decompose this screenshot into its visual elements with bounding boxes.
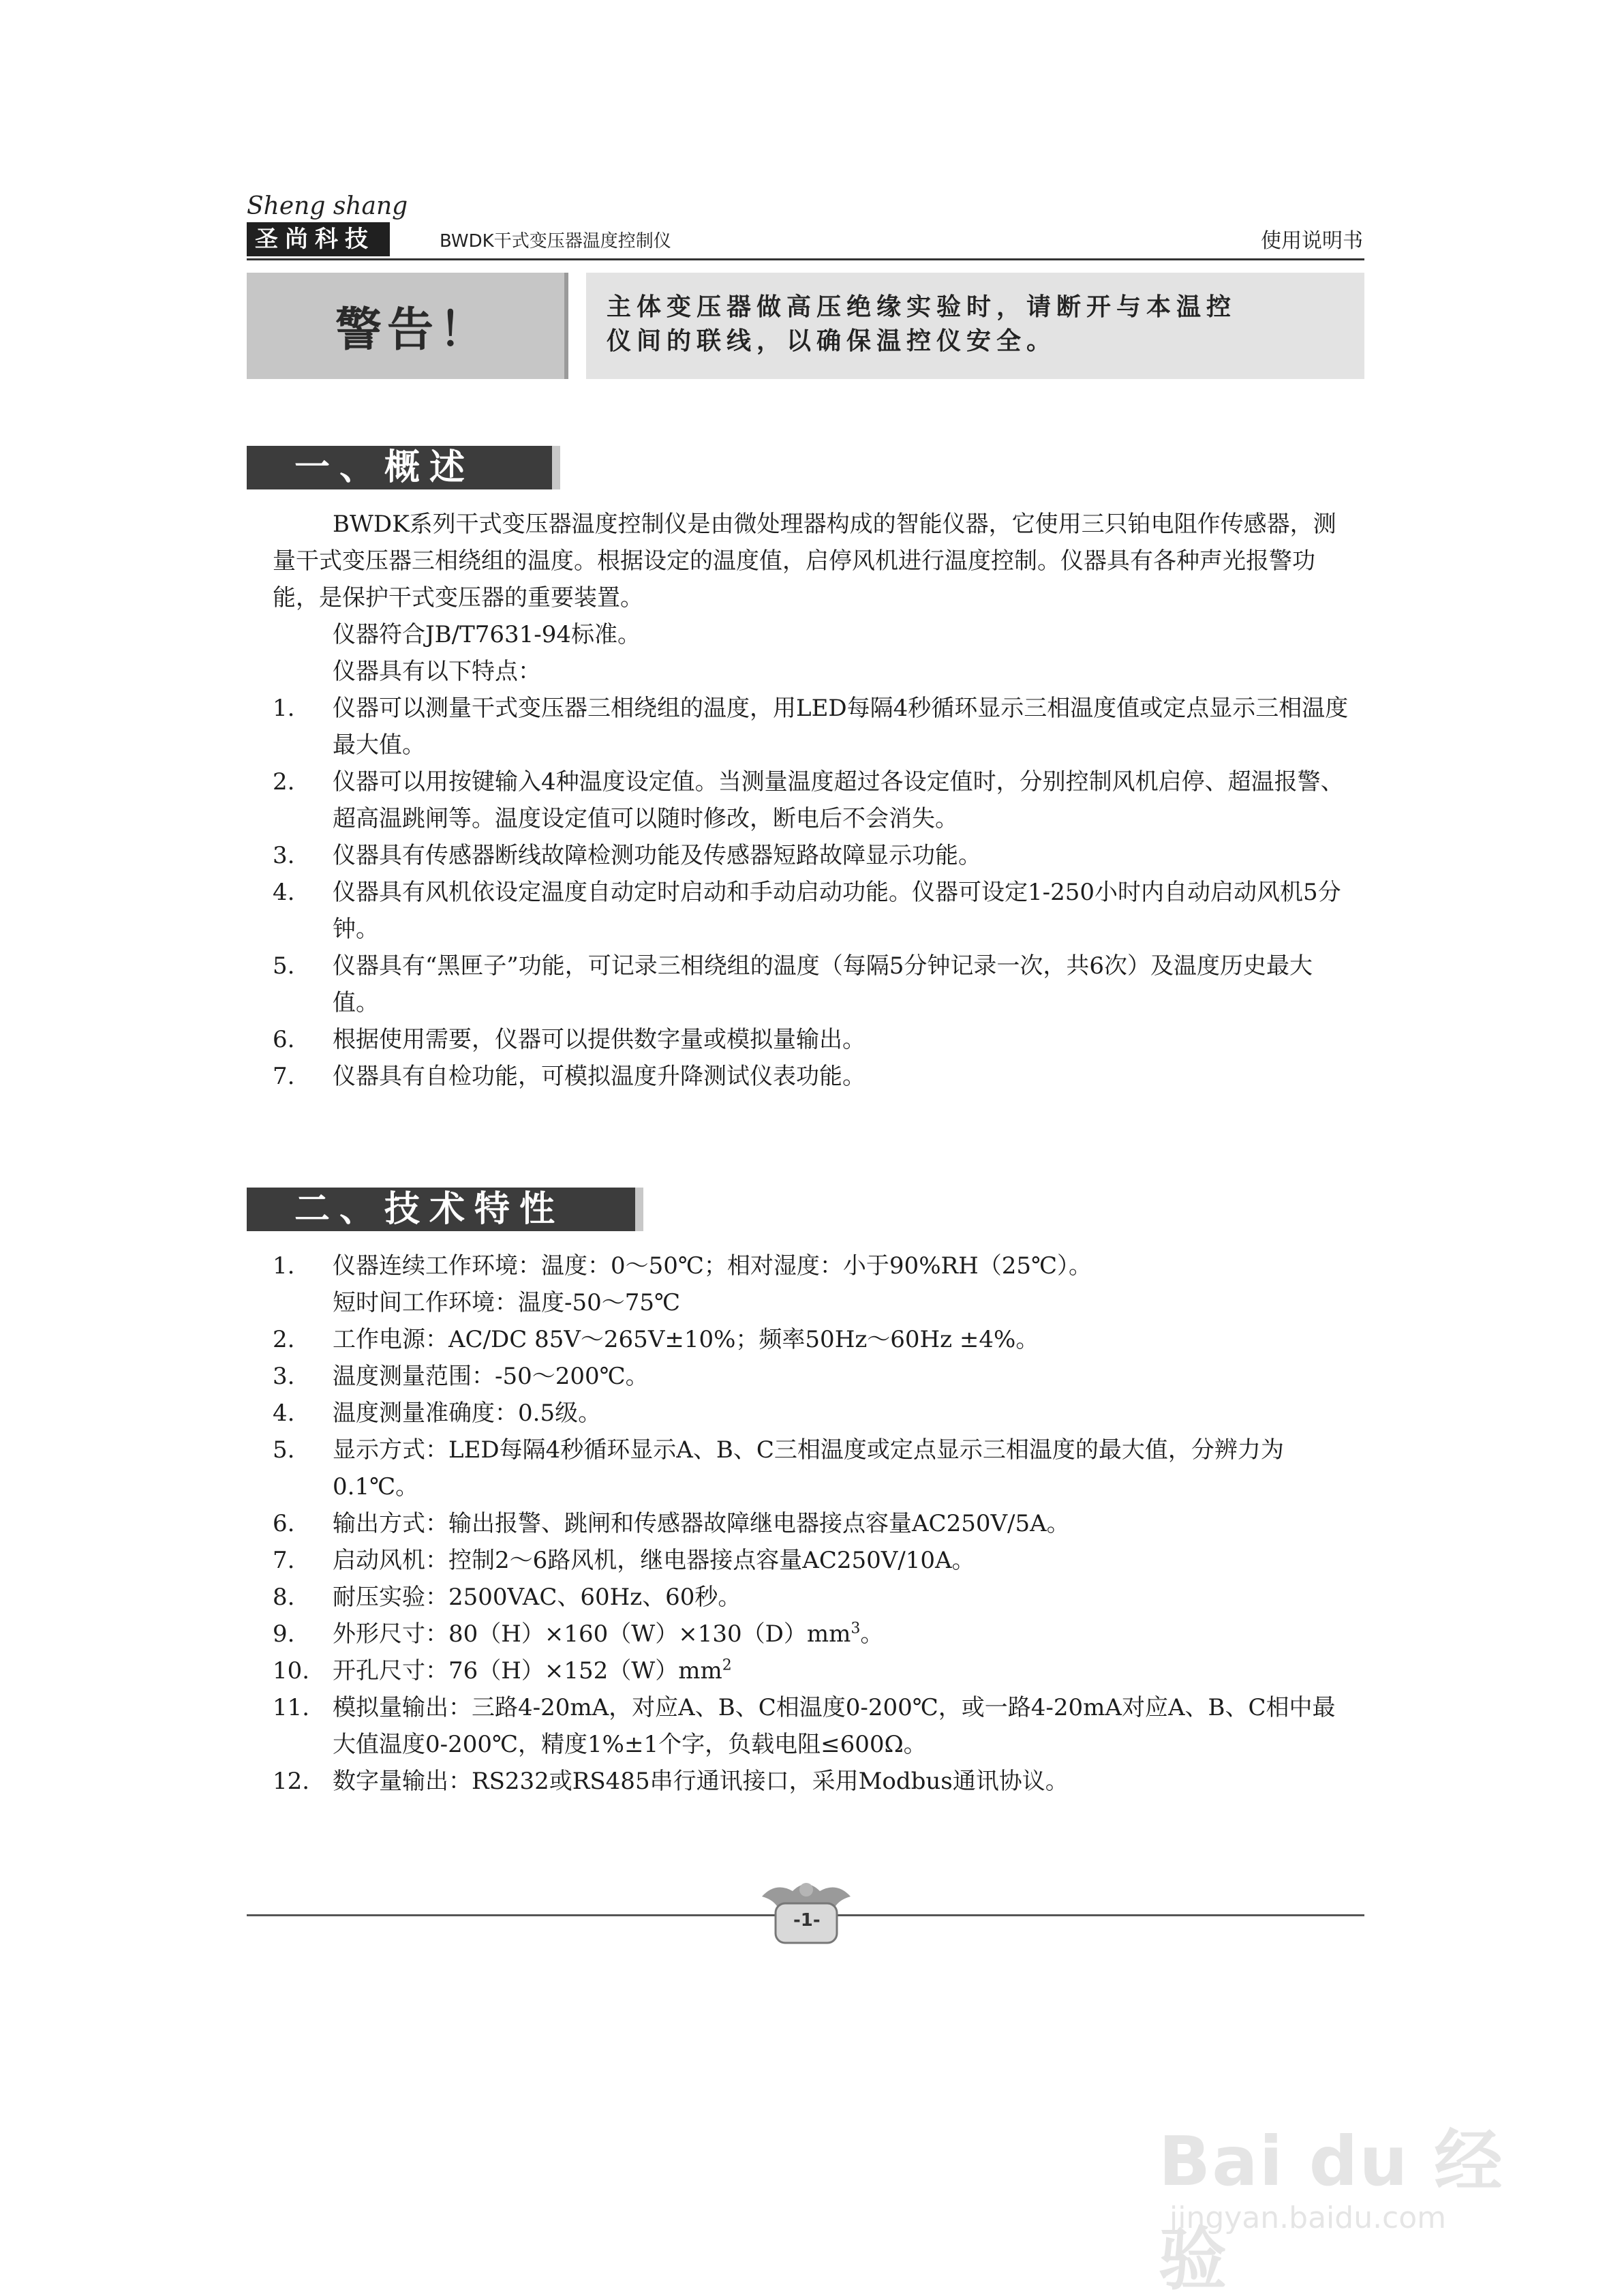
list-item-text-main: 外形尺寸：80（H）×160（W）×130（D）mm [333, 1620, 851, 1648]
overview-standard: 仪器符合JB/T7631-94标准。 [333, 621, 641, 648]
list-item [273, 1763, 1349, 1800]
list-item-text-main: 开孔尺寸：76（H）×152（W）mm [333, 1657, 722, 1685]
section-heading-specs: 二、技术特性 [247, 1188, 643, 1231]
document-title: BWDK干式变压器温度控制仪 [440, 231, 671, 252]
list-item-text-main: 数字量输出：RS232或RS485串行通讯接口，采用Modbus通讯协议。 [333, 1768, 1069, 1795]
list-item-text-main: 仪器具有风机依设定温度自动定时启动和手动启动功能。仪器可设定1-250小时内自动启动风机5分钟。 [333, 879, 1341, 943]
list-item-number: 2. [273, 1326, 295, 1353]
brand-chinese-name: 圣尚科技 [247, 222, 390, 256]
list-item-number: 7. [273, 1547, 295, 1574]
list-item [273, 1579, 1349, 1616]
baidu-watermark [1159, 2086, 1540, 2296]
list-item-text-main: 温度测量范围：-50～200℃。 [333, 1363, 649, 1390]
unit-superscript: 2 [722, 1657, 732, 1674]
list-item-text-main: 输出方式：输出报警、跳闸和传感器故障继电器接点容量AC250V/5A。 [333, 1510, 1070, 1537]
list-item-text [333, 1579, 1349, 1616]
list-item [273, 690, 1349, 764]
unit-superscript: 3 [851, 1620, 861, 1637]
list-item-number: 6. [273, 1510, 295, 1537]
section-heading-overview: 一、概述 [247, 446, 560, 489]
list-item-text [333, 874, 1349, 948]
list-item-text-main: 仪器具有传感器断线故障检测功能及传感器短路故障显示功能。 [333, 842, 981, 869]
list-item-text-main: 启动风机：控制2～6路风机，继电器接点容量AC250V/10A。 [333, 1547, 975, 1574]
warning-text-box [586, 273, 1364, 379]
list-item-text [333, 1358, 1349, 1395]
list-item [273, 1321, 1349, 1358]
list-item-text [333, 1763, 1349, 1800]
list-item-text [333, 1689, 1349, 1763]
list-item-text [333, 1248, 1349, 1284]
list-item-text-main: 温度测量准确度：0.5级。 [333, 1400, 602, 1427]
list-item-number: 3. [273, 1363, 295, 1390]
list-item-number: 4. [273, 879, 295, 906]
page-number: -1- [793, 1910, 821, 1931]
list-item-number: 5. [273, 1436, 295, 1464]
list-item [273, 1395, 1349, 1432]
watermark-url: jingyan.baidu.com [1169, 2201, 1447, 2235]
list-item [273, 874, 1349, 948]
list-item [273, 1021, 1349, 1058]
list-item-text [333, 1432, 1349, 1505]
feature-list [273, 690, 1349, 1095]
list-item-text-main: 仪器可以用按键输入4种温度设定值。当测量温度超过各设定值时，分别控制风机启停、超温报警、超高温跳闸等。温度设定值可以随时修改，断电后不会消失。 [333, 768, 1344, 832]
list-item [273, 1358, 1349, 1395]
list-item-text [333, 1058, 1349, 1095]
list-item-number: 1. [273, 1252, 295, 1280]
list-item-text-main: 仪器具有“黑匣子”功能，可记录三相绕组的温度（每隔5分钟记录一次，共6次）及温度历史最大值。 [333, 952, 1313, 1016]
list-item-number: 7. [273, 1063, 295, 1090]
list-item-text [333, 764, 1349, 837]
list-item [273, 1652, 1349, 1689]
overview-features-intro: 仪器具有以下特点： [333, 658, 541, 685]
spec-list [273, 1248, 1349, 1800]
list-item-text-main: 显示方式：LED每隔4秒循环显示A、B、C三相温度或定点显示三相温度的最大值，分辨力为0.1℃。 [333, 1436, 1284, 1500]
list-item-text [333, 1616, 1349, 1652]
list-item-text-main: 仪器具有自检功能，可模拟温度升降测试仪表功能。 [333, 1063, 866, 1090]
list-item [273, 1616, 1349, 1652]
section-specs-body [273, 1248, 1349, 1800]
list-item-text [333, 690, 1349, 764]
list-item-text-main: 根据使用需要，仪器可以提供数字量或模拟量输出。 [333, 1026, 866, 1053]
watermark-logo: Bai du 经验 [1159, 2121, 1504, 2296]
list-item-text [333, 1395, 1349, 1432]
warning-text: 主体变压器做高压绝缘实验时，请断开与本温控仪间的联线，以确保温控仪安全。 [607, 293, 1237, 355]
list-item-text [333, 948, 1349, 1021]
warning-label: 警告！ [335, 303, 491, 357]
list-item-number: 1. [273, 695, 295, 722]
list-item [273, 837, 1349, 874]
list-item-number: 9. [273, 1620, 295, 1648]
list-item-text [333, 1652, 1349, 1689]
list-item-number: 4. [273, 1400, 295, 1427]
list-item-text [333, 1321, 1349, 1358]
section-overview-body [273, 506, 1349, 1095]
list-item [273, 1058, 1349, 1095]
list-item-text-main: 仪器连续工作环境：温度：0～50℃；相对湿度：小于90%RH（25℃）。 [333, 1252, 1092, 1280]
list-item-text-main: 耐压实验：2500VAC、60Hz、60秒。 [333, 1584, 741, 1611]
document-type: 使用说明书 [1261, 229, 1363, 253]
list-item [273, 1689, 1349, 1763]
list-item-text [333, 1542, 1349, 1579]
list-item [273, 1248, 1349, 1284]
list-item-number: 3. [273, 842, 295, 869]
brand-english-name: Sheng shang [247, 192, 408, 220]
list-item-subline: 短时间工作环境：温度-50～75℃ [333, 1289, 681, 1316]
list-item-text-tail: 。 [860, 1620, 884, 1648]
list-item-number: 10. [273, 1657, 310, 1685]
overview-intro: BWDK系列干式变压器温度控制仪是由微处理器构成的智能仪器，它使用三只铂电阻作传感器，测量干式变压器三相绕组的温度。根据设定的温度值，启停风机进行温度控制。仪器具有各种声光报警功能，是保护干式变压器的重要装置。 [273, 511, 1336, 611]
list-item [273, 1432, 1349, 1505]
list-item [273, 1542, 1349, 1579]
list-item-number: 5. [273, 952, 295, 980]
list-item-number: 8. [273, 1584, 295, 1611]
list-item-number: 2. [273, 768, 295, 796]
list-item-number: 6. [273, 1026, 295, 1053]
list-item-text [333, 1505, 1349, 1542]
list-item-text [333, 1021, 1349, 1058]
header-divider [247, 258, 1364, 260]
list-item-text-main: 工作电源：AC/DC 85V～265V±10%；频率50Hz～60Hz ±4%。 [333, 1326, 1039, 1353]
list-item [273, 948, 1349, 1021]
list-item-number: 12. [273, 1768, 310, 1795]
list-item [273, 1505, 1349, 1542]
list-item-text [333, 837, 1349, 874]
list-item-text-main: 仪器可以测量干式变压器三相绕组的温度，用LED每隔4秒循环显示三相温度值或定点显示三相温度最大值。 [333, 695, 1349, 759]
list-item [273, 764, 1349, 837]
list-item-text-main: 模拟量输出：三路4-20mA，对应A、B、C相温度0-200℃，或一路4-20mA对应A、B、C相中最大值温度0-200℃，精度1%±1个字，负载电阻≤600Ω。 [333, 1694, 1336, 1758]
warning-label-box [247, 273, 568, 379]
list-item-number: 11. [273, 1694, 310, 1721]
